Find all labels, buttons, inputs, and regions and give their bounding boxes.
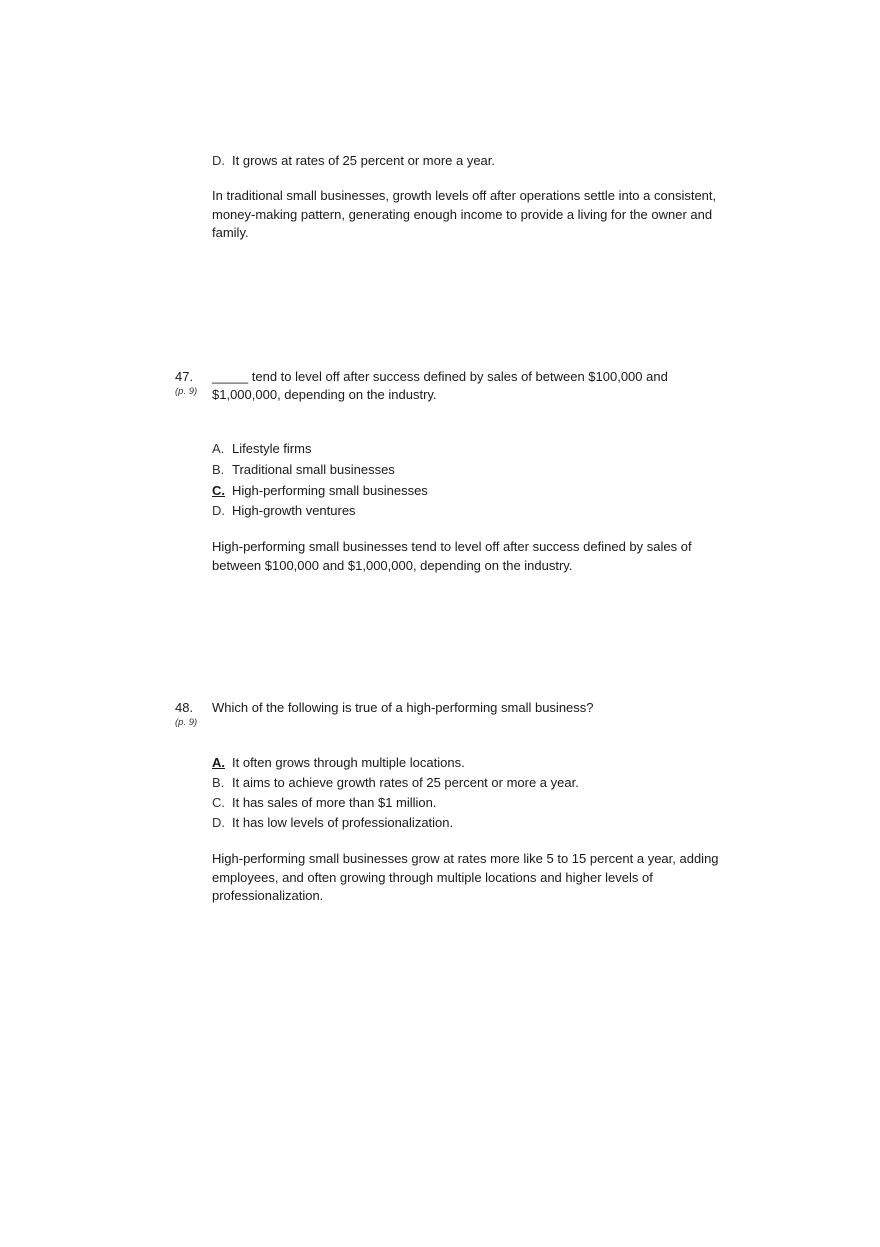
option-text: It grows at rates of 25 percent or more a year. [232, 153, 496, 168]
option-letter: A. [212, 441, 225, 456]
q47-explanation: High-performing small businesses tend to level off after success defined by sales of between $100,000 and $1,000,000, depending on the industry. [212, 539, 692, 573]
option-text: High-performing small businesses [232, 483, 428, 498]
option-letter: C. [212, 795, 225, 810]
option-letter: D. [212, 503, 225, 518]
correct-option-letter: C. [212, 483, 225, 498]
option-text: It aims to achieve growth rates of 25 percent or more a year. [232, 775, 579, 790]
option-text: It has sales of more than $1 million. [232, 795, 437, 810]
q48-page-ref: (p. 9) [175, 717, 198, 728]
q48-option-c [212, 794, 437, 812]
option-text: Lifestyle firms [232, 441, 312, 456]
option-letter: D. [212, 153, 225, 168]
correct-option-letter: A. [212, 755, 225, 770]
q47-option-a [212, 440, 311, 458]
q47-option-c-correct [212, 482, 428, 500]
q47-option-b [212, 461, 395, 479]
q48-explanation: High-performing small businesses grow at rates more like 5 to 15 percent a year, adding employees, and often growing through multiple locations and higher levels of professionalization. [212, 851, 719, 903]
option-letter: D. [212, 815, 225, 830]
option-text: Traditional small businesses [232, 462, 395, 477]
q47-number: 47. [175, 369, 194, 384]
q46-option-d [212, 152, 495, 170]
q47-option-d [212, 502, 356, 520]
q47-question-line1: _____ tend to level off after success defined by sales of between $100,000 and [212, 369, 668, 384]
option-text: High-growth ventures [232, 503, 356, 518]
q47-question-line2: $1,000,000, depending on the industry. [212, 387, 437, 402]
q48-option-a-correct [212, 754, 465, 772]
q48-number: 48. [175, 700, 194, 715]
q48-option-d [212, 814, 453, 832]
option-letter: B. [212, 775, 225, 790]
q48-question: Which of the following is true of a high-performing small business? [212, 700, 594, 715]
q46-explanation: In traditional small businesses, growth levels off after operations settle into a consistent, money-making pattern, generating enough income to provide a living for the owner and family. [212, 188, 717, 240]
q47-page-ref: (p. 9) [175, 386, 198, 397]
option-text: It has low levels of professionalization. [232, 815, 454, 830]
q48-option-b [212, 774, 579, 792]
option-letter: B. [212, 462, 225, 477]
option-text: It often grows through multiple locations. [232, 755, 465, 770]
